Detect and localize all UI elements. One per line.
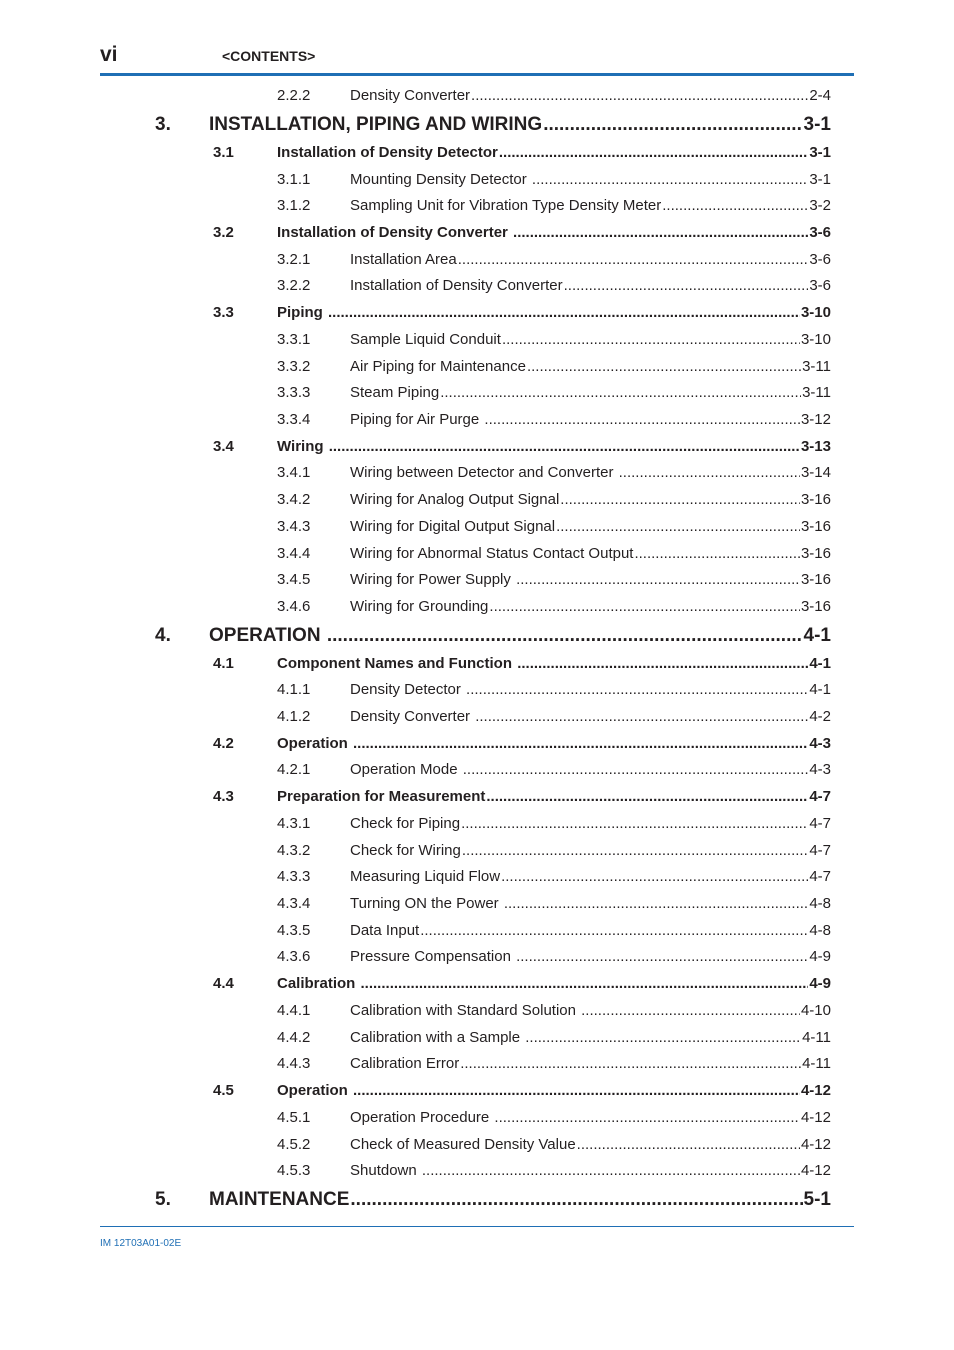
toc-entry-page: 3-1 (803, 114, 831, 135)
toc-entry-page: 3-16 (800, 598, 831, 615)
toc-subsection-entry[interactable] (277, 1053, 831, 1075)
toc-dot-leader (662, 195, 808, 217)
toc-entry-number: 3.4.1 (277, 464, 311, 481)
toc-subsection-entry[interactable] (277, 946, 831, 968)
header-rule (100, 73, 854, 76)
toc-dot-leader (516, 569, 800, 591)
toc-entry-page: 3-10 (800, 304, 831, 321)
toc-entry-page: 3-12 (800, 411, 831, 428)
toc-subsection-entry[interactable] (277, 893, 831, 915)
toc-section-entry[interactable] (213, 786, 831, 808)
toc-entry-title: Installation Area (350, 251, 457, 268)
toc-entry-title: Density Detector (350, 681, 466, 698)
toc-entry-page: 4-3 (809, 735, 831, 752)
toc-dot-leader (327, 623, 803, 649)
toc-dot-leader (502, 329, 800, 351)
toc-subsection-entry[interactable] (277, 1134, 831, 1156)
toc-entry-page: 3-2 (809, 197, 831, 214)
footer-rule (100, 1226, 854, 1227)
toc-subsection-entry[interactable] (277, 596, 831, 618)
toc-chapter-entry[interactable] (155, 1187, 831, 1213)
toc-subsection-entry[interactable] (277, 1000, 831, 1022)
toc-entry-title: Operation Procedure (350, 1109, 494, 1126)
toc-dot-leader (532, 169, 808, 191)
toc-entry-page: 4-7 (809, 868, 831, 885)
toc-dot-leader (527, 356, 801, 378)
toc-entry-title: OPERATION (209, 625, 326, 646)
toc-entry-number: 2.2.2 (277, 87, 311, 104)
toc-entry-title: Wiring for Analog Output Signal (350, 491, 560, 508)
toc-entry-title: Turning ON the Power (350, 895, 503, 912)
toc-entry-title: Calibration (277, 975, 360, 992)
toc-entry-page: 3-13 (800, 438, 831, 455)
toc-entry-number: 4.3 (213, 788, 234, 805)
toc-entry-number: 3.4.3 (277, 518, 311, 535)
toc-entry-page: 4-7 (809, 842, 831, 859)
toc-entry-number: 3.4 (213, 438, 234, 455)
toc-dot-leader (484, 409, 800, 431)
toc-entry-page: 3-16 (800, 571, 831, 588)
toc-entry-page: 4-12 (800, 1082, 831, 1099)
toc-entry-title: Steam Piping (350, 384, 440, 401)
toc-chapter-entry[interactable] (155, 623, 831, 649)
toc-subsection-entry[interactable] (277, 1027, 831, 1049)
toc-entry-page: 5-1 (803, 1189, 831, 1210)
toc-dot-leader (458, 249, 809, 271)
toc-entry-number: 3. (155, 114, 171, 135)
toc-subsection-entry[interactable] (277, 516, 831, 538)
toc-entry-page: 3-1 (809, 144, 831, 161)
toc-entry-title: Calibration Error (350, 1055, 460, 1072)
footer-doc-id: IM 12T03A01-02E (100, 1238, 182, 1249)
toc-entry-title: Installation of Density Detector (277, 144, 498, 161)
toc-entry-page: 4-12 (800, 1162, 831, 1179)
toc-entry-page: 3-1 (809, 171, 831, 188)
toc-entry-title: Check for Piping (350, 815, 461, 832)
toc-entry-number: 4.5.3 (277, 1162, 311, 1179)
toc-dot-leader (489, 596, 800, 618)
toc-entry-page: 2-4 (809, 87, 831, 104)
toc-entry-number: 4.3.5 (277, 922, 311, 939)
toc-entry-title: Operation (277, 735, 353, 752)
toc-entry-title: Component Names and Function (277, 655, 517, 672)
toc-entry-number: 4.2 (213, 735, 234, 752)
toc-subsection-entry[interactable] (277, 85, 831, 107)
toc-entry-title: Pressure Compensation (350, 948, 516, 965)
toc-subsection-entry[interactable] (277, 489, 831, 511)
toc-entry-page: 4-9 (809, 975, 831, 992)
toc-entry-page: 4-10 (800, 1002, 831, 1019)
toc-entry-number: 3.3 (213, 304, 234, 321)
toc-subsection-entry[interactable] (277, 920, 831, 942)
toc-entry-page: 4-1 (809, 681, 831, 698)
toc-entry-page: 4-1 (803, 625, 831, 646)
toc-entry-title: INSTALLATION, PIPING AND WIRING (209, 114, 543, 135)
toc-entry-title: MAINTENANCE (209, 1189, 350, 1210)
toc-dot-leader (461, 813, 808, 835)
toc-dot-leader (504, 893, 808, 915)
toc-dot-leader (516, 946, 808, 968)
toc-entry-number: 5. (155, 1189, 171, 1210)
toc-entry-number: 4.5.2 (277, 1136, 311, 1153)
toc-subsection-entry[interactable] (277, 679, 831, 701)
toc-entry-title: Measuring Liquid Flow (350, 868, 501, 885)
toc-entry-number: 4.4.2 (277, 1029, 311, 1046)
toc-subsection-entry[interactable] (277, 356, 831, 378)
toc-chapter-entry[interactable] (155, 112, 831, 138)
toc-entry-number: 4.1.2 (277, 708, 311, 725)
toc-entry-number: 4.3.1 (277, 815, 311, 832)
toc-dot-leader (475, 706, 808, 728)
toc-entry-number: 3.4.6 (277, 598, 311, 615)
toc-entry-page: 4-11 (802, 1029, 831, 1046)
toc-entry-title: Data Input (350, 922, 420, 939)
toc-subsection-entry[interactable] (277, 543, 831, 565)
toc-subsection-entry[interactable] (277, 195, 831, 217)
toc-dot-leader (564, 275, 809, 297)
toc-entry-page: 4-8 (809, 922, 831, 939)
toc-subsection-entry[interactable] (277, 382, 831, 404)
toc-dot-leader (361, 973, 809, 995)
toc-subsection-entry[interactable] (277, 866, 831, 888)
toc-subsection-entry[interactable] (277, 569, 831, 591)
toc-section-entry[interactable] (213, 436, 831, 458)
toc-entry-title: Sample Liquid Conduit (350, 331, 501, 348)
toc-entry-title: Density Converter (350, 708, 475, 725)
toc-entry-number: 4.5 (213, 1082, 234, 1099)
toc-subsection-entry[interactable] (277, 169, 831, 191)
toc-subsection-entry[interactable] (277, 1160, 831, 1182)
header-section-title: <CONTENTS> (222, 48, 316, 64)
toc-dot-leader (353, 1080, 800, 1102)
toc-dot-leader (499, 142, 808, 164)
toc-dot-leader (525, 1027, 801, 1049)
toc-dot-leader (543, 112, 802, 138)
toc-dot-leader (440, 382, 801, 404)
toc-entry-page: 4-3 (809, 761, 831, 778)
toc-entry-title: Operation (277, 1082, 353, 1099)
toc-dot-leader (350, 1187, 802, 1213)
toc-section-entry[interactable] (213, 733, 831, 755)
toc-entry-title: Density Converter (350, 87, 471, 104)
toc-entry-title: Mounting Density Detector (350, 171, 531, 188)
toc-dot-leader (556, 516, 800, 538)
toc-entry-title: Wiring for Grounding (350, 598, 489, 615)
toc-entry-page: 3-10 (800, 331, 831, 348)
toc-dot-leader (329, 436, 800, 458)
toc-dot-leader (517, 653, 808, 675)
toc-subsection-entry[interactable] (277, 813, 831, 835)
toc-entry-page: 4-12 (800, 1109, 831, 1126)
toc-dot-leader (619, 462, 800, 484)
toc-dot-leader (581, 1000, 800, 1022)
toc-entry-number: 3.3.4 (277, 411, 311, 428)
toc-dot-leader (486, 786, 808, 808)
toc-entry-title: Check for Wiring (350, 842, 461, 859)
toc-entry-title: Wiring for Abnormal Status Contact Output (350, 545, 634, 562)
toc-entry-page: 3-16 (800, 518, 831, 535)
toc-entry-page: 4-8 (809, 895, 831, 912)
toc-section-entry[interactable] (213, 222, 831, 244)
toc-subsection-entry[interactable] (277, 840, 831, 862)
toc-entry-number: 4.1.1 (277, 681, 311, 698)
toc-subsection-entry[interactable] (277, 706, 831, 728)
toc-entry-number: 4. (155, 625, 171, 646)
toc-entry-number: 3.1.2 (277, 197, 311, 214)
toc-dot-leader (471, 85, 808, 107)
toc-entry-page: 3-14 (800, 464, 831, 481)
toc-entry-number: 3.3.3 (277, 384, 311, 401)
toc-entry-number: 4.3.6 (277, 948, 311, 965)
toc-entry-number: 3.2 (213, 224, 234, 241)
toc-entry-number: 3.3.2 (277, 358, 311, 375)
toc-entry-title: Check of Measured Density Value (350, 1136, 576, 1153)
toc-dot-leader (460, 1053, 801, 1075)
toc-dot-leader (560, 489, 800, 511)
toc-subsection-entry[interactable] (277, 249, 831, 271)
toc-entry-page: 3-6 (809, 224, 831, 241)
toc-dot-leader (494, 1107, 800, 1129)
toc-entry-number: 3.1.1 (277, 171, 311, 188)
toc-entry-page: 4-2 (809, 708, 831, 725)
toc-entry-title: Operation Mode (350, 761, 462, 778)
toc-entry-number: 4.1 (213, 655, 234, 672)
toc-subsection-entry[interactable] (277, 759, 831, 781)
toc-entry-number: 4.5.1 (277, 1109, 311, 1126)
toc-dot-leader (577, 1134, 800, 1156)
toc-entry-title: Calibration with Standard Solution (350, 1002, 581, 1019)
toc-entry-number: 3.1 (213, 144, 234, 161)
toc-entry-page: 4-7 (809, 815, 831, 832)
toc-dot-leader (634, 543, 800, 565)
toc-section-entry[interactable] (213, 1080, 831, 1102)
toc-entry-page: 4-9 (809, 948, 831, 965)
toc-entry-number: 4.3.3 (277, 868, 311, 885)
toc-entry-title: Installation of Density Converter (350, 277, 563, 294)
toc-dot-leader (353, 733, 808, 755)
toc-entry-title: Wiring for Power Supply (350, 571, 516, 588)
toc-entry-number: 4.4 (213, 975, 234, 992)
toc-dot-leader (501, 866, 808, 888)
toc-dot-leader (422, 1160, 800, 1182)
toc-entry-title: Air Piping for Maintenance (350, 358, 526, 375)
toc-entry-page: 3-11 (802, 358, 831, 375)
toc-subsection-entry[interactable] (277, 329, 831, 351)
toc-entry-page: 4-7 (809, 788, 831, 805)
toc-entry-title: Wiring between Detector and Converter (350, 464, 618, 481)
page-number: vi (100, 43, 118, 66)
toc-entry-title: Shutdown (350, 1162, 421, 1179)
toc-entry-number: 3.3.1 (277, 331, 311, 348)
toc-dot-leader (463, 759, 809, 781)
toc-dot-leader (462, 840, 808, 862)
toc-entry-page: 3-16 (800, 545, 831, 562)
toc-entry-page: 3-16 (800, 491, 831, 508)
toc-entry-page: 3-6 (809, 251, 831, 268)
toc-entry-number: 3.2.2 (277, 277, 311, 294)
toc-entry-title: Wiring (277, 438, 328, 455)
toc-entry-number: 3.4.2 (277, 491, 311, 508)
toc-entry-page: 3-6 (809, 277, 831, 294)
toc-entry-title: Piping for Air Purge (350, 411, 484, 428)
toc-section-entry[interactable] (213, 653, 831, 675)
toc-entry-page: 4-12 (800, 1136, 831, 1153)
toc-entry-number: 4.4.3 (277, 1055, 311, 1072)
toc-subsection-entry[interactable] (277, 462, 831, 484)
toc-entry-number: 3.4.5 (277, 571, 311, 588)
toc-entry-title: Preparation for Measurement (277, 788, 486, 805)
toc-entry-title: Installation of Density Converter (277, 224, 513, 241)
toc-entry-title: Sampling Unit for Vibration Type Density Meter (350, 197, 662, 214)
toc-section-entry[interactable] (213, 302, 831, 324)
toc-entry-number: 4.3.2 (277, 842, 311, 859)
toc-entry-number: 4.3.4 (277, 895, 311, 912)
toc-entry-page: 4-1 (809, 655, 831, 672)
toc-entry-page: 4-11 (802, 1055, 831, 1072)
toc-dot-leader (513, 222, 808, 244)
toc-entry-number: 3.2.1 (277, 251, 311, 268)
toc-dot-leader (328, 302, 800, 324)
toc-dot-leader (466, 679, 808, 701)
toc-entry-page: 3-11 (802, 384, 831, 401)
toc-section-entry[interactable] (213, 142, 831, 164)
toc-entry-number: 4.4.1 (277, 1002, 311, 1019)
toc-entry-number: 3.4.4 (277, 545, 311, 562)
toc-entry-number: 4.2.1 (277, 761, 311, 778)
toc-entry-title: Calibration with a Sample (350, 1029, 525, 1046)
toc-dot-leader (420, 920, 808, 942)
toc-entry-title: Wiring for Digital Output Signal (350, 518, 556, 535)
toc-subsection-entry[interactable] (277, 409, 831, 431)
toc-subsection-entry[interactable] (277, 275, 831, 297)
toc-subsection-entry[interactable] (277, 1107, 831, 1129)
toc-entry-title: Piping (277, 304, 327, 321)
toc-section-entry[interactable] (213, 973, 831, 995)
